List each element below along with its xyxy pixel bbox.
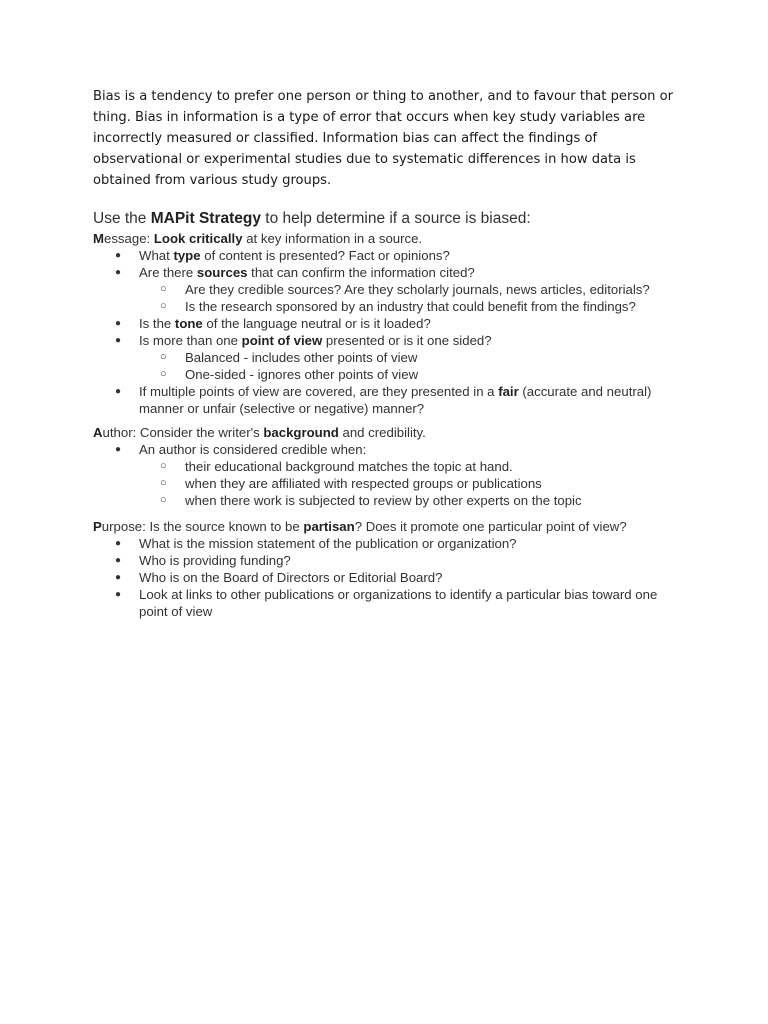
- item-bold: sources: [196, 265, 248, 280]
- purpose-lead-text: urpose: Is the source known to be: [101, 519, 304, 534]
- author-post: and credibility.: [338, 425, 426, 440]
- item-text: What: [139, 248, 174, 263]
- author-lead-text: uthor: Consider the writer's: [102, 425, 264, 440]
- item-text: presented or is it one sided?: [322, 333, 492, 348]
- circle-bullet-icon: ○: [160, 300, 167, 312]
- bullet-icon: ●: [115, 335, 122, 346]
- item-text: Is the research sponsored by an industry that could benefit from the findings?: [185, 299, 636, 314]
- item-text: One-sided - ignores other points of view: [185, 367, 419, 382]
- circle-bullet-icon: ○: [160, 494, 167, 506]
- sub-list-item: [93, 349, 683, 366]
- author-lead: [93, 424, 683, 441]
- sub-list-item: [93, 492, 683, 509]
- bullet-icon: ●: [115, 538, 122, 549]
- bullet-icon: ●: [115, 589, 122, 600]
- message-letter: M: [93, 231, 104, 246]
- item-text: when there work is subjected to review by other experts on the topic: [185, 493, 582, 508]
- message-bold: Look critically: [153, 231, 243, 246]
- item-bold: tone: [174, 316, 203, 331]
- message-lead-text: essage:: [104, 231, 154, 246]
- circle-bullet-icon: ○: [160, 477, 167, 489]
- bullet-icon: ●: [115, 250, 122, 261]
- item-text: An author is considered credible when:: [139, 442, 367, 457]
- sub-list-item: [93, 475, 683, 492]
- item-text: What is the mission statement of the publication or organization?: [139, 536, 517, 551]
- list-item: [93, 535, 683, 552]
- item-text: If multiple points of view are covered, are they presented in a: [139, 384, 499, 399]
- item-text: Who is providing funding?: [139, 553, 291, 568]
- message-lead: [93, 230, 683, 247]
- list-item: [93, 441, 683, 458]
- list-item: [93, 586, 683, 620]
- author-letter: A: [93, 425, 103, 440]
- purpose-lead: [93, 518, 683, 535]
- sub-list-item: [93, 281, 683, 298]
- list-item: [93, 264, 683, 281]
- heading-bold: MAPit Strategy: [150, 210, 261, 227]
- purpose-post: ? Does it promote one particular point of view?: [354, 519, 627, 534]
- heading-pre: Use the: [93, 210, 151, 227]
- mapit-heading: [93, 209, 531, 229]
- author-bold: background: [263, 425, 339, 440]
- item-text: when they are affiliated with respected groups or publications: [185, 476, 542, 491]
- item-text: Are they credible sources? Are they scholarly journals, news articles, editorials?: [185, 282, 650, 297]
- bullet-icon: ●: [115, 318, 122, 329]
- item-text: their educational background matches the topic at hand.: [185, 459, 513, 474]
- author-section: [93, 424, 683, 509]
- message-section: [93, 230, 683, 417]
- list-item: [93, 247, 683, 264]
- item-text: Are there: [139, 265, 197, 280]
- item-text: (accurate and neutral) manner or unfair (selective or negative) manner?: [139, 384, 652, 416]
- sub-list-item: [93, 298, 683, 315]
- sub-list-item: [93, 366, 683, 383]
- item-bold: point of view: [241, 333, 323, 348]
- list-item: [93, 332, 683, 349]
- item-text: Is the: [139, 316, 175, 331]
- bullet-icon: ●: [115, 386, 122, 397]
- item-text: Balanced - includes other points of view: [185, 350, 418, 365]
- list-item: [93, 569, 683, 586]
- list-item: [93, 383, 683, 417]
- bullet-icon: ●: [115, 444, 122, 455]
- item-text: Who is on the Board of Directors or Editorial Board?: [139, 570, 443, 585]
- purpose-section: [93, 518, 683, 620]
- bullet-icon: ●: [115, 267, 122, 278]
- list-item: [93, 552, 683, 569]
- item-text: of content is presented? Fact or opinions?: [200, 248, 450, 263]
- intro-paragraph: Bias is a tendency to prefer one person or thing to another, and to favour that person or thing. Bias in information is a type of error that occurs when key study variables are incorrectly measured or classified. Information bias can affect the findings of observational or experimental studies due to systematic differences in how data is obtained from various study groups.: [93, 89, 674, 188]
- circle-bullet-icon: ○: [160, 460, 167, 472]
- heading-post: to help determine if a source is biased:: [260, 210, 531, 227]
- item-bold: fair: [498, 384, 519, 399]
- item-text: of the language neutral or is it loaded?: [202, 316, 431, 331]
- item-text: that can confirm the information cited?: [247, 265, 475, 280]
- list-item: [93, 315, 683, 332]
- sub-list-item: [93, 458, 683, 475]
- bullet-icon: ●: [115, 572, 122, 583]
- item-text: Is more than one: [139, 333, 242, 348]
- item-bold: type: [173, 248, 201, 263]
- bullet-icon: ●: [115, 555, 122, 566]
- circle-bullet-icon: ○: [160, 283, 167, 295]
- message-post: at key information in a source.: [242, 231, 423, 246]
- purpose-bold: partisan: [303, 519, 355, 534]
- circle-bullet-icon: ○: [160, 351, 167, 363]
- item-text: Look at links to other publications or organizations to identify a particular bias toward one point of view: [139, 587, 658, 619]
- purpose-letter: P: [93, 519, 102, 534]
- circle-bullet-icon: ○: [160, 368, 167, 380]
